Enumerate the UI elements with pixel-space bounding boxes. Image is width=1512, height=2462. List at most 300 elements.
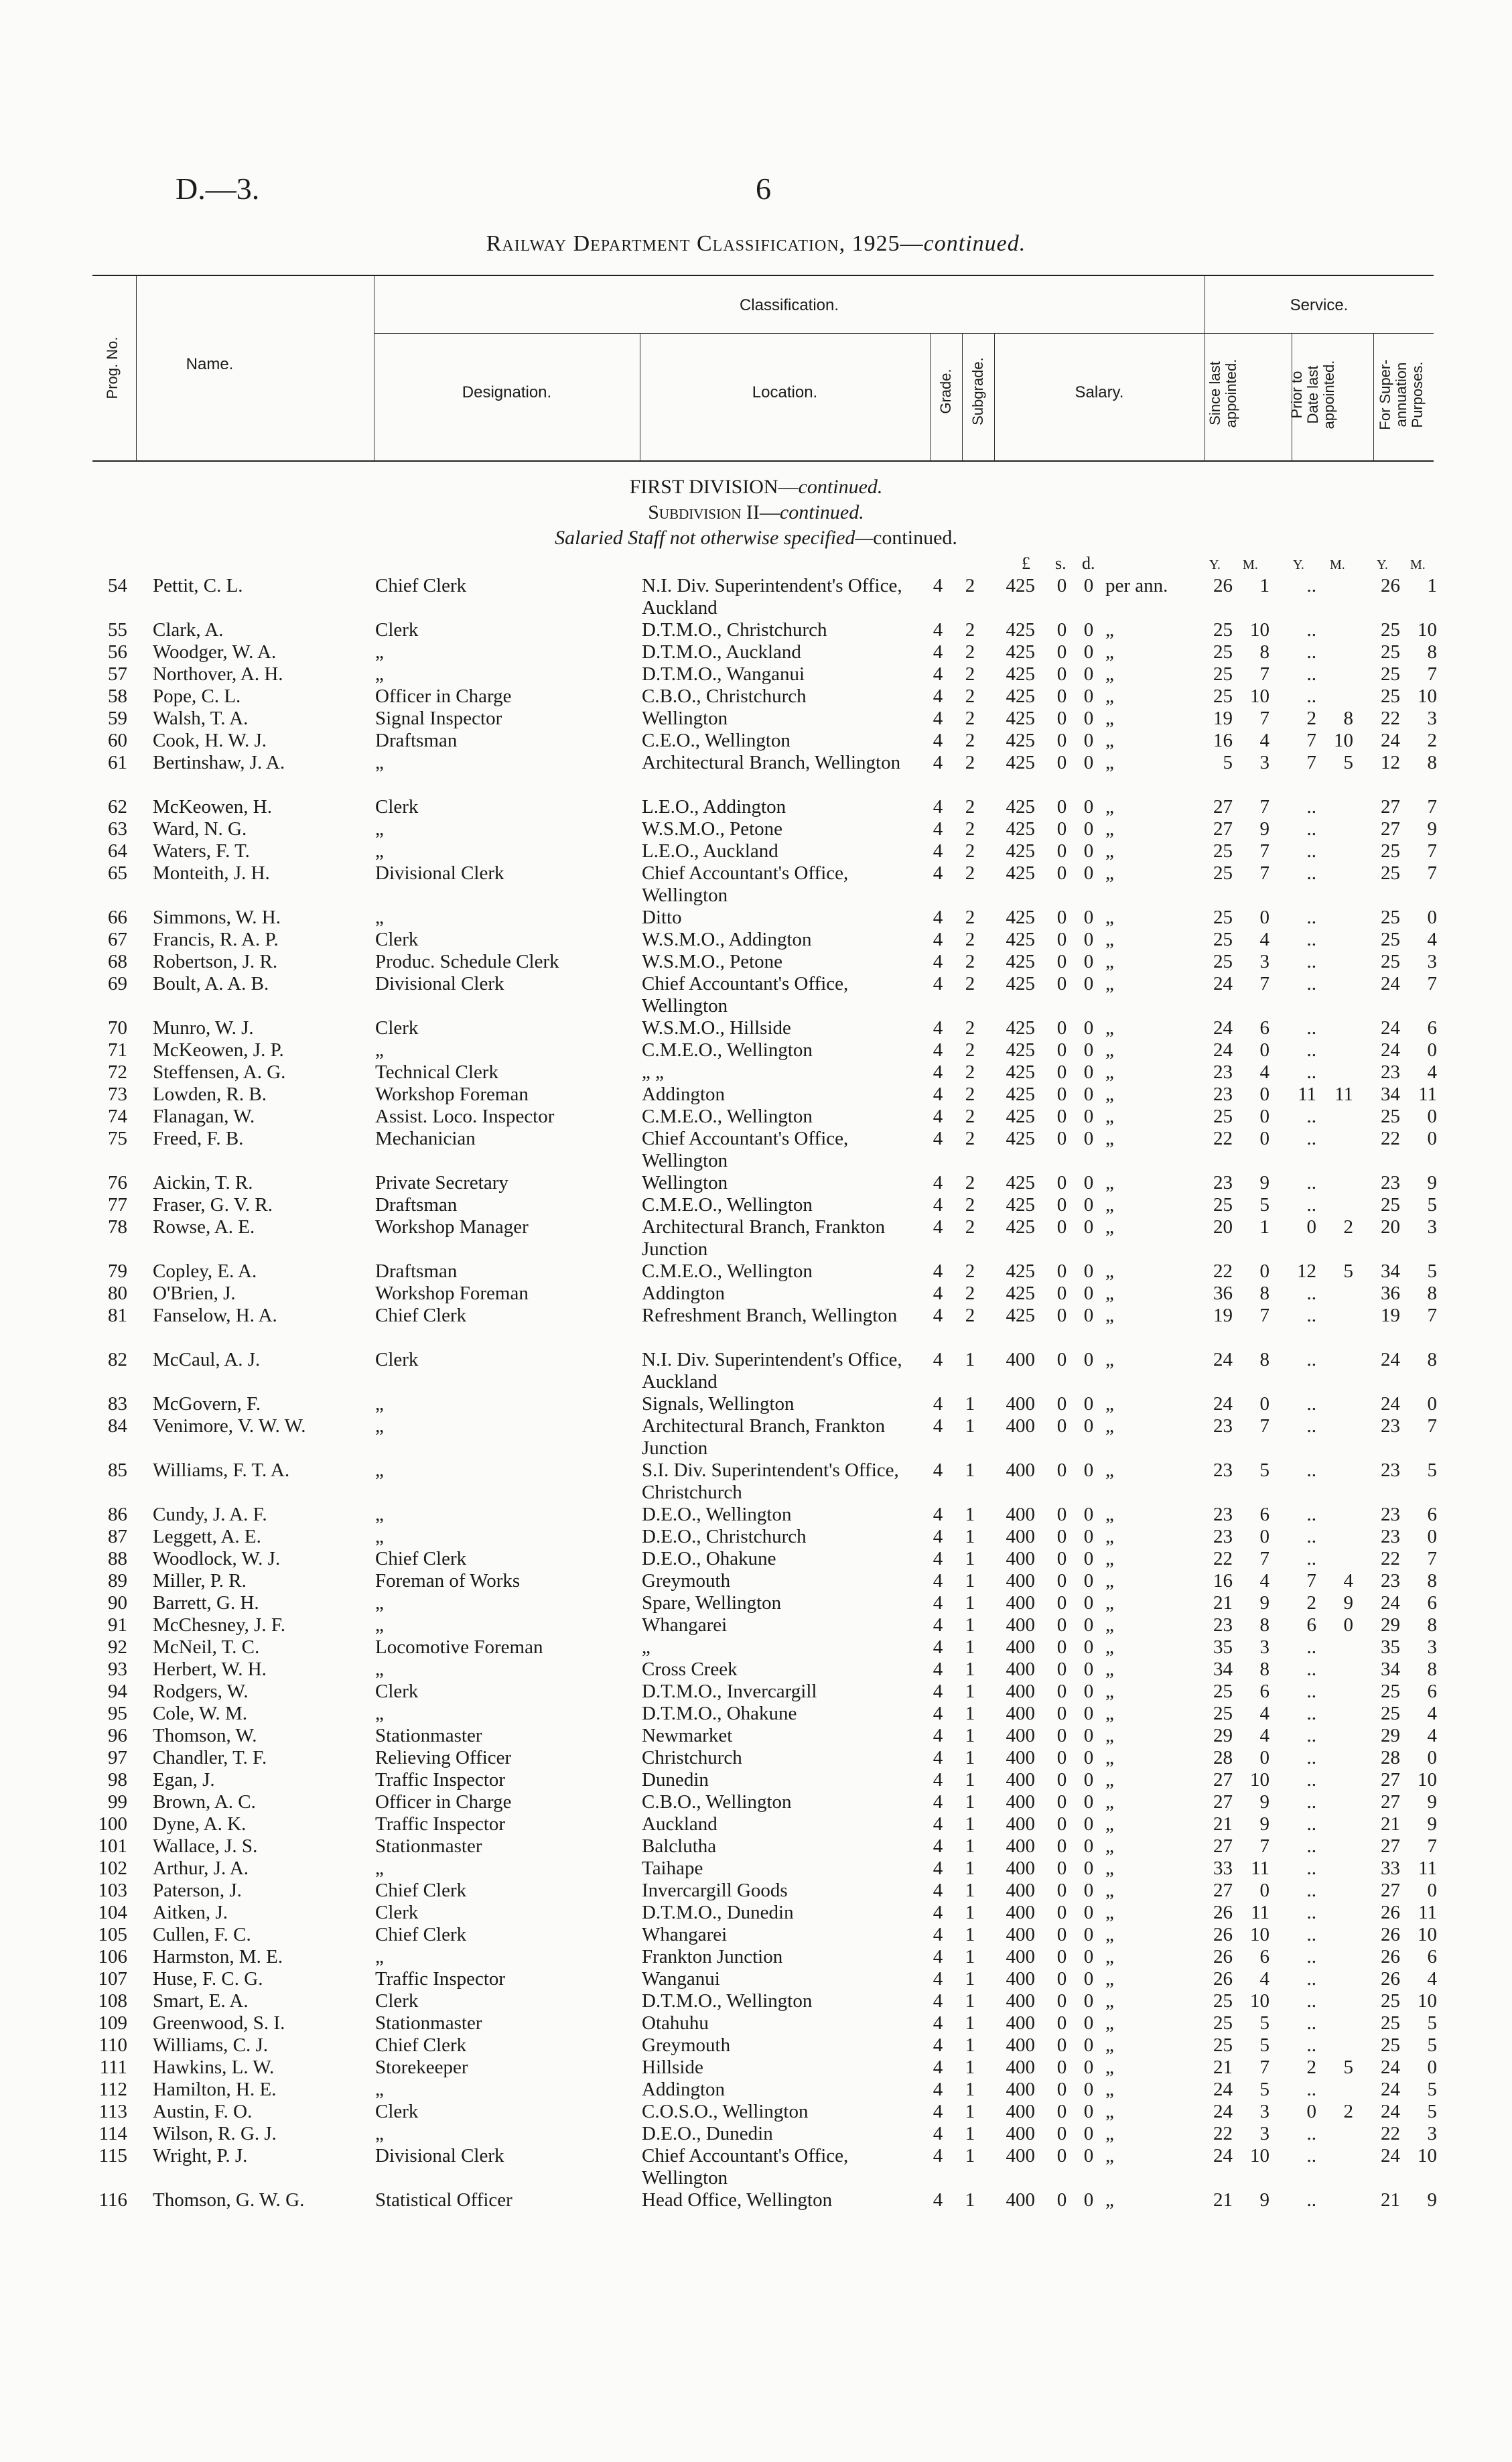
designation: „ — [375, 1946, 384, 1967]
since-months: 7 — [1259, 1305, 1269, 1326]
salary-pounds: 400 — [1006, 1415, 1035, 1437]
salary-pounds: 400 — [1006, 1504, 1035, 1525]
salary-pounds: 425 — [1006, 1172, 1035, 1193]
salary-period: „ — [1105, 1968, 1114, 1990]
designation: Chief Clerk — [375, 1880, 467, 1901]
salary-shillings: 0 — [1056, 1460, 1067, 1481]
grade: 4 — [933, 1305, 943, 1326]
prog-no: 75 — [108, 1128, 127, 1149]
designation: Clerk — [375, 1017, 419, 1039]
prior-years: .. — [1306, 2079, 1316, 2100]
subgrade: 1 — [965, 2123, 975, 2144]
grade: 4 — [933, 1681, 943, 1702]
table-row — [0, 1924, 1512, 1946]
salary-pounds: 425 — [1006, 951, 1035, 972]
salary-pence: 0 — [1083, 2123, 1094, 2144]
since-months: 7 — [1259, 862, 1269, 884]
super-months: 10 — [1418, 2145, 1437, 2166]
staff-name: Ward, N. G. — [153, 818, 247, 840]
subgrade: 2 — [965, 1128, 975, 1149]
since-months: 3 — [1259, 2101, 1269, 2122]
prog-no: 61 — [108, 752, 127, 773]
salary-pence: 0 — [1083, 1039, 1094, 1061]
salary-pence: 0 — [1083, 1017, 1094, 1039]
prog-no: 85 — [108, 1460, 127, 1481]
grade: 4 — [933, 1393, 943, 1415]
super-months: 6 — [1427, 1946, 1437, 1967]
salary-period: „ — [1105, 2034, 1114, 2056]
salary-shillings: 0 — [1056, 1570, 1067, 1592]
super-months: 5 — [1427, 2034, 1437, 2056]
super-years: 26 — [1381, 575, 1400, 596]
salary-shillings: 0 — [1056, 2057, 1067, 2078]
super-years: 22 — [1381, 2123, 1400, 2144]
prior-years: .. — [1306, 575, 1316, 596]
location: C.O.S.O., Wellington — [642, 2101, 809, 2122]
super-months: 8 — [1427, 1614, 1437, 1636]
prior-years: .. — [1306, 1172, 1316, 1193]
super-months: 7 — [1427, 840, 1437, 862]
staff-name: Fanselow, H. A. — [153, 1305, 277, 1326]
salary-pence: 0 — [1083, 1880, 1094, 1901]
designation: „ — [375, 1393, 384, 1415]
salary-period: „ — [1105, 1061, 1114, 1083]
grade: 4 — [933, 973, 943, 994]
salary-shillings: 0 — [1056, 951, 1067, 972]
since-months: 10 — [1250, 686, 1269, 707]
since-months: 0 — [1259, 1747, 1269, 1768]
table-row — [0, 796, 1512, 818]
super-years: 25 — [1381, 686, 1400, 707]
prog-no: 56 — [108, 641, 127, 663]
salary-pounds: 400 — [1006, 1659, 1035, 1680]
grade: 4 — [933, 2012, 943, 2034]
super-years: 26 — [1381, 1902, 1400, 1923]
super-years: 29 — [1381, 1614, 1400, 1636]
unit-years-2: Y. — [1293, 558, 1304, 572]
table-row — [0, 2057, 1512, 2079]
prior-months: 8 — [1343, 708, 1353, 729]
salary-pence: 0 — [1083, 1902, 1094, 1923]
super-months: 5 — [1427, 2012, 1437, 2034]
unit-shillings: s. — [1055, 554, 1067, 573]
salary-shillings: 0 — [1056, 1990, 1067, 2012]
salary-pence: 0 — [1083, 730, 1094, 751]
location: Addington — [642, 1283, 726, 1304]
header-designation: Designation. — [462, 383, 552, 401]
salary-pounds: 425 — [1006, 619, 1035, 641]
salary-pounds: 425 — [1006, 818, 1035, 840]
table-row — [0, 1393, 1512, 1415]
since-months: 7 — [1259, 663, 1269, 685]
prior-years: .. — [1306, 1681, 1316, 1702]
staff-note-continued: continued. — [873, 527, 957, 549]
super-years: 21 — [1381, 2189, 1400, 2211]
table-row — [0, 1614, 1512, 1636]
since-months: 9 — [1259, 818, 1269, 840]
subgrade: 1 — [965, 1681, 975, 1702]
since-years: 27 — [1213, 796, 1233, 818]
salary-pence: 0 — [1083, 1460, 1094, 1481]
document-code: D.—3. — [176, 172, 260, 206]
table-row — [0, 818, 1512, 840]
salary-shillings: 0 — [1056, 2012, 1067, 2034]
grade: 4 — [933, 1990, 943, 2012]
prog-no: 64 — [108, 840, 127, 862]
salary-period: „ — [1105, 1084, 1114, 1105]
super-years: 24 — [1381, 973, 1400, 994]
location: Wellington — [642, 708, 728, 729]
subgrade: 2 — [965, 818, 975, 840]
super-years: 23 — [1381, 1504, 1400, 1525]
prog-no: 68 — [108, 951, 127, 972]
salary-shillings: 0 — [1056, 2079, 1067, 2100]
subgrade: 2 — [965, 1172, 975, 1193]
salary-pounds: 400 — [1006, 1725, 1035, 1746]
salary-shillings: 0 — [1056, 752, 1067, 773]
since-months: 4 — [1259, 1725, 1269, 1746]
since-years: 27 — [1213, 1835, 1233, 1857]
grade: 4 — [933, 1548, 943, 1569]
salary-pounds: 425 — [1006, 1039, 1035, 1061]
super-months: 9 — [1427, 2189, 1437, 2211]
prior-years: .. — [1306, 2145, 1316, 2166]
staff-name: Cullen, F. C. — [153, 1924, 251, 1945]
super-months: 0 — [1427, 1880, 1437, 1901]
salary-shillings: 0 — [1056, 1968, 1067, 1990]
subgrade: 1 — [965, 1614, 975, 1636]
prior-years: .. — [1306, 1415, 1316, 1437]
prior-years: .. — [1306, 796, 1316, 818]
table-row — [0, 862, 1512, 907]
salary-pence: 0 — [1083, 1858, 1094, 1879]
subgrade: 1 — [965, 2101, 975, 2122]
super-years: 33 — [1381, 1858, 1400, 1879]
designation: „ — [375, 1460, 384, 1481]
prior-years: .. — [1306, 641, 1316, 663]
subdivision-continued: continued. — [779, 501, 864, 523]
prog-no: 111 — [99, 2057, 127, 2078]
salary-period: „ — [1105, 1769, 1114, 1791]
grade: 4 — [933, 575, 943, 596]
staff-name: Steffensen, A. G. — [153, 1061, 286, 1083]
grade: 4 — [933, 1570, 943, 1592]
subgrade: 2 — [965, 708, 975, 729]
location: D.T.M.O., Christchurch — [642, 619, 827, 641]
units-row — [0, 554, 1512, 576]
since-months: 1 — [1259, 1216, 1269, 1238]
salary-period: „ — [1105, 2189, 1114, 2211]
table-row — [0, 1283, 1512, 1305]
designation: Stationmaster — [375, 1725, 482, 1746]
subdivision-heading — [0, 501, 1512, 524]
staff-note — [0, 527, 1512, 549]
prog-no: 101 — [98, 1835, 127, 1857]
prior-years: .. — [1306, 929, 1316, 950]
super-months: 4 — [1427, 1703, 1437, 1724]
salary-pence: 0 — [1083, 1636, 1094, 1658]
since-months: 7 — [1259, 708, 1269, 729]
salary-period: „ — [1105, 1460, 1114, 1481]
salary-period: „ — [1105, 1659, 1114, 1680]
salary-period: „ — [1105, 1305, 1114, 1326]
prog-no: 80 — [108, 1283, 127, 1304]
staff-name: Brown, A. C. — [153, 1791, 256, 1813]
designation: Officer in Charge — [375, 686, 512, 707]
table-row — [0, 1946, 1512, 1968]
salary-pounds: 400 — [1006, 1636, 1035, 1658]
designation: Chief Clerk — [375, 575, 467, 596]
prior-years: 0 — [1306, 1216, 1316, 1238]
prior-years: .. — [1306, 1460, 1316, 1481]
prior-years: .. — [1306, 1283, 1316, 1304]
grade: 4 — [933, 1703, 943, 1724]
location: D.E.O., Wellington — [642, 1504, 792, 1525]
super-years: 25 — [1381, 2034, 1400, 2056]
location: Otahuhu — [642, 2012, 709, 2034]
prior-years: .. — [1306, 1924, 1316, 1945]
salary-pence: 0 — [1083, 2101, 1094, 2122]
since-years: 23 — [1213, 1084, 1233, 1105]
salary-period: „ — [1105, 1106, 1114, 1127]
since-months: 10 — [1250, 1924, 1269, 1945]
staff-name: Bertinshaw, J. A. — [153, 752, 285, 773]
super-months: 4 — [1427, 1725, 1437, 1746]
since-years: 25 — [1213, 619, 1233, 641]
prior-years: .. — [1306, 1813, 1316, 1835]
subgrade: 1 — [965, 1924, 975, 1945]
prior-years: .. — [1306, 973, 1316, 994]
location: Head Office, Wellington — [642, 2189, 833, 2211]
super-years: 24 — [1381, 2079, 1400, 2100]
super-years: 26 — [1381, 1924, 1400, 1945]
table-row — [0, 1769, 1512, 1791]
salary-pounds: 400 — [1006, 2079, 1035, 2100]
staff-name: Aitken, J. — [153, 1902, 228, 1923]
grade: 4 — [933, 2034, 943, 2056]
staff-name: Freed, F. B. — [153, 1128, 244, 1149]
since-years: 26 — [1213, 575, 1233, 596]
designation: „ — [375, 1614, 384, 1636]
salary-pence: 0 — [1083, 1659, 1094, 1680]
super-months: 5 — [1427, 2101, 1437, 2122]
prog-no: 102 — [98, 1858, 127, 1879]
designation: Workshop Foreman — [375, 1283, 529, 1304]
prior-years: .. — [1306, 1128, 1316, 1149]
staff-name: Fraser, G. V. R. — [153, 1194, 273, 1216]
salary-shillings: 0 — [1056, 1681, 1067, 1702]
since-years: 24 — [1213, 2101, 1233, 2122]
title-continued: continued. — [923, 231, 1026, 256]
table-row — [0, 1039, 1512, 1061]
header-prior-to: Prior to Date last appointed. — [1288, 360, 1337, 430]
division-heading — [0, 476, 1512, 499]
salary-period: „ — [1105, 1880, 1114, 1901]
location: D.T.M.O., Invercargill — [642, 1681, 817, 1702]
table-row — [0, 1725, 1512, 1747]
salary-period: „ — [1105, 1128, 1114, 1149]
salary-pounds: 400 — [1006, 2034, 1035, 2056]
location: D.T.M.O., Wanganui — [642, 663, 805, 685]
grade: 4 — [933, 1084, 943, 1105]
location: Dunedin — [642, 1769, 709, 1791]
salary-pence: 0 — [1083, 2145, 1094, 2166]
staff-name: Clark, A. — [153, 619, 224, 641]
prog-no: 114 — [98, 2123, 127, 2144]
grade: 4 — [933, 663, 943, 685]
since-months: 0 — [1259, 1526, 1269, 1547]
header-since-last: Since last appointed. — [1207, 359, 1239, 428]
salary-pence: 0 — [1083, 1084, 1094, 1105]
staff-name: Wallace, J. S. — [153, 1835, 258, 1857]
prog-no: 103 — [98, 1880, 127, 1901]
staff-name: Wilson, R. G. J. — [153, 2123, 277, 2144]
since-months: 9 — [1259, 1172, 1269, 1193]
prior-years: .. — [1306, 1194, 1316, 1216]
salary-shillings: 0 — [1056, 686, 1067, 707]
super-months: 3 — [1427, 708, 1437, 729]
location: D.T.M.O., Ohakune — [642, 1703, 797, 1724]
designation: Statistical Officer — [375, 2189, 512, 2211]
designation: Draftsman — [375, 1260, 458, 1282]
subgrade: 1 — [965, 1504, 975, 1525]
super-months: 10 — [1418, 1924, 1437, 1945]
since-years: 23 — [1213, 1460, 1233, 1481]
location: C.M.E.O., Wellington — [642, 1039, 813, 1061]
staff-name: McChesney, J. F. — [153, 1614, 285, 1636]
salary-period: „ — [1105, 1636, 1114, 1658]
salary-shillings: 0 — [1056, 1415, 1067, 1437]
super-months: 7 — [1427, 973, 1437, 994]
unit-years-1: Y. — [1209, 558, 1221, 572]
subgrade: 2 — [965, 1283, 975, 1304]
subgrade: 1 — [965, 1636, 975, 1658]
staff-name: Austin, F. O. — [153, 2101, 253, 2122]
page-title — [0, 231, 1512, 257]
subgrade: 1 — [965, 1968, 975, 1990]
prog-no: 62 — [108, 796, 127, 818]
salary-period: „ — [1105, 951, 1114, 972]
prog-no: 72 — [108, 1061, 127, 1083]
prior-months: 4 — [1343, 1570, 1353, 1592]
prog-no: 79 — [108, 1260, 127, 1282]
super-years: 12 — [1381, 752, 1400, 773]
designation: „ — [375, 2079, 384, 2100]
salary-pence: 0 — [1083, 1769, 1094, 1791]
salary-period: „ — [1105, 1172, 1114, 1193]
table-row — [0, 1703, 1512, 1725]
staff-name: Waters, F. T. — [153, 840, 250, 862]
unit-months-3: M. — [1410, 558, 1426, 572]
designation: Workshop Foreman — [375, 1084, 529, 1105]
prior-years: .. — [1306, 862, 1316, 884]
since-years: 21 — [1213, 1592, 1233, 1614]
since-years: 23 — [1213, 1504, 1233, 1525]
unit-years-3: Y. — [1377, 558, 1388, 572]
since-months: 9 — [1259, 1791, 1269, 1813]
prior-years: .. — [1306, 1769, 1316, 1791]
location: N.I. Div. Superintendent's Office, Auckland — [642, 575, 902, 619]
designation: Locomotive Foreman — [375, 1636, 543, 1658]
prog-no: 89 — [108, 1570, 127, 1592]
table-row — [0, 641, 1512, 663]
designation: Traffic Inspector — [375, 1769, 506, 1791]
grade: 4 — [933, 1659, 943, 1680]
salary-period: per ann. — [1105, 575, 1168, 596]
staff-name: Simmons, W. H. — [153, 907, 281, 928]
super-months: 0 — [1427, 1039, 1437, 1061]
salary-period: „ — [1105, 818, 1114, 840]
subgrade: 1 — [965, 1990, 975, 2012]
location: D.E.O., Dunedin — [642, 2123, 773, 2144]
location: Whangarei — [642, 1924, 728, 1945]
since-months: 7 — [1259, 840, 1269, 862]
prior-years: .. — [1306, 619, 1316, 641]
salary-pounds: 425 — [1006, 796, 1035, 818]
table-row — [0, 1106, 1512, 1128]
since-years: 22 — [1213, 2123, 1233, 2144]
designation: Divisional Clerk — [375, 2145, 504, 2166]
location: D.E.O., Ohakune — [642, 1548, 776, 1569]
since-years: 24 — [1213, 1017, 1233, 1039]
since-years: 23 — [1213, 1172, 1233, 1193]
subgrade: 2 — [965, 752, 975, 773]
designation: Technical Clerk — [375, 1061, 498, 1083]
staff-table — [0, 575, 1512, 2211]
prog-no: 92 — [108, 1636, 127, 1658]
subgrade: 1 — [965, 1393, 975, 1415]
subgrade: 2 — [965, 840, 975, 862]
prior-years: .. — [1306, 1106, 1316, 1127]
location: C.M.E.O., Wellington — [642, 1194, 813, 1216]
since-years: 23 — [1213, 1614, 1233, 1636]
prog-no: 69 — [108, 973, 127, 994]
prog-no: 78 — [108, 1216, 127, 1238]
location: Architectural Branch, Frankton Junction — [642, 1415, 886, 1459]
salary-period: „ — [1105, 907, 1114, 928]
grade: 4 — [933, 862, 943, 884]
since-years: 27 — [1213, 1791, 1233, 1813]
prior-years: .. — [1306, 2123, 1316, 2144]
staff-name: Thomson, G. W. G. — [153, 2189, 305, 2211]
salary-pounds: 425 — [1006, 929, 1035, 950]
table-row — [0, 2012, 1512, 2034]
salary-pounds: 400 — [1006, 1393, 1035, 1415]
since-months: 7 — [1259, 1835, 1269, 1857]
prior-years: .. — [1306, 1902, 1316, 1923]
since-months: 0 — [1259, 1393, 1269, 1415]
since-years: 29 — [1213, 1725, 1233, 1746]
salary-period: „ — [1105, 1835, 1114, 1857]
salary-period: „ — [1105, 1858, 1114, 1879]
grade: 4 — [933, 796, 943, 818]
since-months: 4 — [1259, 1570, 1269, 1592]
salary-shillings: 0 — [1056, 973, 1067, 994]
designation: „ — [375, 641, 384, 663]
prior-months: 9 — [1343, 1592, 1353, 1614]
salary-shillings: 0 — [1056, 1703, 1067, 1724]
since-months: 4 — [1259, 929, 1269, 950]
location: L.E.O., Auckland — [642, 840, 778, 862]
salary-pounds: 425 — [1006, 686, 1035, 707]
salary-shillings: 0 — [1056, 1061, 1067, 1083]
designation: Clerk — [375, 1349, 419, 1370]
grade: 4 — [933, 1504, 943, 1525]
grade: 4 — [933, 1172, 943, 1193]
designation: „ — [375, 1504, 384, 1525]
designation: Draftsman — [375, 1194, 458, 1216]
subgrade: 1 — [965, 2079, 975, 2100]
